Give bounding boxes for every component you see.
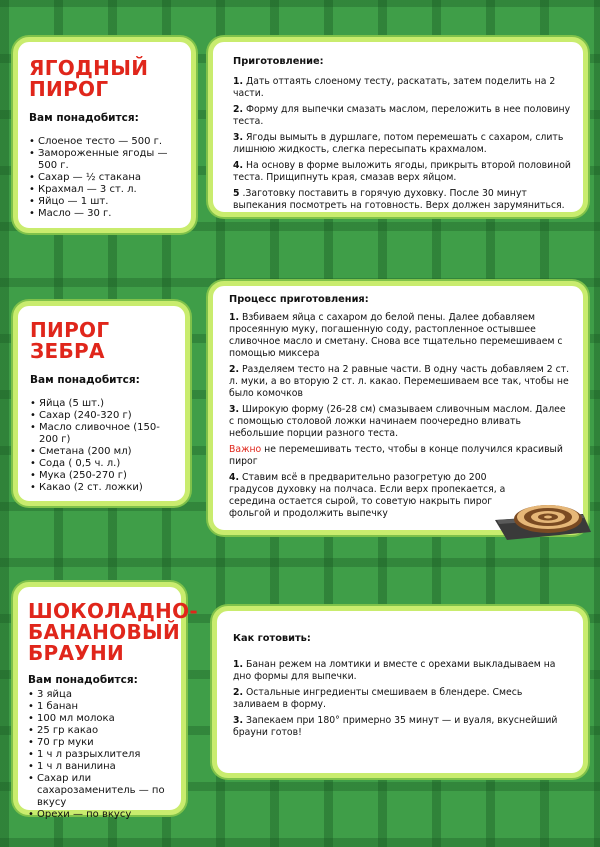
recipe-2-title: ПИРОГ ЗЕБРА xyxy=(30,318,110,363)
step-text: Разделяем тесто на 2 равные части. В одну часть добавляем 2 ст. л. муки, а во вторую 2 ст. л. какао. Перемешиваем все так, чтобы не было комочков xyxy=(229,364,570,399)
step-item xyxy=(229,404,571,440)
ingredient-item: • Какао (2 ст. ложки) xyxy=(30,482,175,494)
step-number: 5 xyxy=(233,188,240,199)
step-item xyxy=(233,160,571,184)
step-item xyxy=(233,104,571,128)
ingredient-item: • Сметана (200 мл) xyxy=(30,446,175,458)
step-item xyxy=(229,472,509,520)
ingredient-item: • Орехи — по вкусу xyxy=(28,809,173,821)
recipe-3-ingredients-card xyxy=(13,582,199,820)
ingredient-item: • 1 ч л разрыхлителя xyxy=(28,749,173,761)
recipe-1-ingredient-list xyxy=(29,136,181,220)
recipe-1-ingredients-card xyxy=(13,37,196,233)
step-text: .Заготовку поставить в горячую духовку. После 30 минут выпекания посмотреть на готовность. Верх должен зарумяниться. xyxy=(233,188,565,211)
recipe-2-ingredient-list xyxy=(30,398,175,494)
step-item xyxy=(233,659,571,683)
step-number: 4. xyxy=(233,160,244,171)
ingredient-item: • Яйцо — 1 шт. xyxy=(29,196,181,208)
step-number: 3. xyxy=(233,132,244,143)
recipe-1-ingredients-label: Вам понадобится: xyxy=(29,112,139,124)
step-item xyxy=(233,715,571,739)
recipe-3-ingredients-label: Вам понадобится: xyxy=(28,674,138,686)
step-number: 1. xyxy=(233,659,244,670)
ingredient-item: • Крахмал — 3 ст. л. xyxy=(29,184,181,196)
step-number: 1. xyxy=(233,76,244,87)
warning-label: Важно xyxy=(229,444,262,455)
recipe-2-ingredients-label: Вам понадобится: xyxy=(30,374,140,386)
ingredient-item: • Масло — 30 г. xyxy=(29,208,181,220)
step-number: 1. xyxy=(229,312,240,323)
step-text: Ставим всё в предварительно разогретую до 200 градусов духовку на полчаса. Если верх пропекается, а середина остается сырой, то советую накрыть пирог фольгой и продолжить выпечку xyxy=(229,472,506,519)
step-number: 2. xyxy=(233,104,244,115)
recipe-3-steps xyxy=(233,633,571,739)
ingredient-item: • Масло сливочное (150-200 г) xyxy=(30,422,175,446)
ingredient-item: • 25 гр какао xyxy=(28,725,173,737)
ingredient-item: • Мука (250-270 г) xyxy=(30,470,175,482)
ingredient-item: • 100 мл молока xyxy=(28,713,173,725)
recipe-1-steps-card xyxy=(208,37,588,217)
ingredient-item: • 70 гр муки xyxy=(28,737,173,749)
recipe-1-steps xyxy=(233,56,571,212)
step-text: Остальные ингредиенты смешиваем в блендере. Смесь заливаем в форму. xyxy=(233,687,523,710)
step-number: 3. xyxy=(229,404,240,415)
step-text: Дать оттаять слоеному тесту, раскатать, затем поделить на 2 части. xyxy=(233,76,556,99)
recipe-3-title: ШОКОЛАДНО-БАНАНОВЫЙ БРАУНИ xyxy=(28,599,199,665)
ingredient-item: • Сода ( 0,5 ч. л.) xyxy=(30,458,175,470)
recipe-3-ingredient-list xyxy=(28,689,173,821)
step-item xyxy=(233,132,571,156)
warning-note xyxy=(229,444,571,468)
zebra-pie-illustration xyxy=(493,478,593,548)
step-item xyxy=(233,76,571,100)
ingredient-item: • 1 банан xyxy=(28,701,173,713)
ingredient-item: • Слоеное тесто — 500 г. xyxy=(29,136,181,148)
step-text: На основу в форме выложить ягоды, прикрыть второй половиной теста. Прищипнуть края, смазав верх яйцом. xyxy=(233,160,571,183)
step-item xyxy=(229,312,571,360)
step-number: 4. xyxy=(229,472,240,483)
warning-text: не перемешивать тесто, чтобы в конце получился красивый пирог xyxy=(229,444,563,467)
ingredient-item: • Сахар или сахарозаменитель — по вкусу xyxy=(28,773,173,809)
recipe-1-title: ЯГОДНЫЙ ПИРОГ xyxy=(29,56,149,101)
step-item xyxy=(233,188,571,212)
step-text: Широкую форму (26-28 см) смазываем сливочным маслом. Далее с помощью столовой ложки начинаем поочередно вливать небольшие порции разного теста. xyxy=(229,404,566,439)
step-item xyxy=(229,364,571,400)
recipe-2-steps-label: Процесс приготовления: xyxy=(229,294,369,305)
recipe-3-steps-label: Как готовить: xyxy=(233,633,311,644)
ingredient-item: • 3 яйца xyxy=(28,689,173,701)
recipe-3-steps-card xyxy=(212,606,588,778)
ingredient-item: • Сахар (240-320 г) xyxy=(30,410,175,422)
recipe-2-ingredients-card xyxy=(13,301,190,506)
ingredient-item: • Яйца (5 шт.) xyxy=(30,398,175,410)
step-number: 2. xyxy=(233,687,244,698)
step-item xyxy=(233,687,571,711)
step-text: Запекаем при 180° примерно 35 минут — и вуаля, вкуснейший брауни готов! xyxy=(233,715,558,738)
step-text: Форму для выпечки смазать маслом, переложить в нее половину теста. xyxy=(233,104,571,127)
ingredient-item: • Замороженные ягоды — 500 г. xyxy=(29,148,181,172)
step-number: 3. xyxy=(233,715,244,726)
step-text: Банан режем на ломтики и вместе с орехами выкладываем на дно формы для выпечки. xyxy=(233,659,556,682)
ingredient-item: • Сахар — ½ стакана xyxy=(29,172,181,184)
recipe-1-steps-label: Приготовление: xyxy=(233,56,324,67)
ingredient-item: • 1 ч л ванилина xyxy=(28,761,173,773)
step-number: 2. xyxy=(229,364,240,375)
step-text: Взбиваем яйца с сахаром до белой пены. Далее добавляем просеянную муку, погашенную соду, растопленное остывшее сливочное масло и сметану. Снова все тщательно перемешиваем с помощью миксера xyxy=(229,312,563,359)
step-text: Ягоды вымыть в дуршлаге, потом перемешать с сахаром, слить лишнюю жидкость, слегка пересыпать крахмалом. xyxy=(233,132,564,155)
